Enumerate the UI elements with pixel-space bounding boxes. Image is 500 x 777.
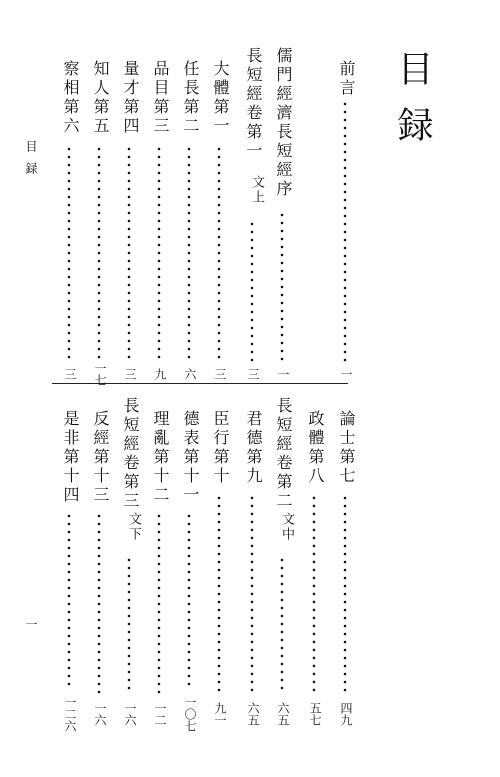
- dot-leader: [280, 556, 284, 694]
- dot-leader: [250, 494, 254, 694]
- dot-leader: [157, 512, 161, 694]
- page-number: 九一: [213, 702, 227, 726]
- entry-label: 長短經卷第一: [244, 47, 263, 161]
- dot-leader: [343, 494, 347, 694]
- dot-leader: [187, 145, 191, 362]
- page-number: 一六: [93, 702, 107, 726]
- dot-leader: [97, 145, 101, 362]
- page-number: 一六: [123, 702, 137, 726]
- dot-leader: [280, 211, 284, 362]
- dot-leader: [67, 512, 71, 688]
- dot-leader: [157, 145, 161, 362]
- page-number: 六: [183, 368, 197, 380]
- entry-label: 長短經卷第三: [121, 397, 140, 511]
- folio-page-number: 一: [24, 618, 38, 630]
- page-number: 一二: [153, 702, 167, 726]
- entry-label: 知人第五: [91, 60, 110, 136]
- entry-label: 是非第十四: [61, 410, 80, 505]
- entry-label: 量才第四: [121, 60, 140, 136]
- entry-label: 反經第十三: [91, 410, 110, 505]
- page-number: 六五: [246, 702, 260, 726]
- dot-leader: [67, 145, 71, 362]
- page-number: 一〇七: [183, 696, 197, 732]
- page-number: 四九: [339, 702, 353, 726]
- entry-label: 察相第六: [61, 60, 80, 136]
- page-number: 三: [123, 368, 137, 380]
- page-number: 三: [246, 368, 260, 380]
- page-number: 一二六: [63, 696, 77, 732]
- entry-label: 君德第九: [244, 410, 263, 486]
- dot-leader: [312, 494, 316, 694]
- page-number: 六五: [276, 702, 290, 726]
- entry-label: 長短經卷第二: [274, 397, 293, 511]
- page-number: 一: [339, 368, 353, 380]
- entry-label: 政體第八: [306, 410, 325, 486]
- entry-label: 品目第三: [151, 60, 170, 136]
- entry-label: 論士第七: [337, 410, 356, 486]
- entry-subtitle: 文中: [279, 512, 294, 542]
- entry-subtitle: 文上: [249, 175, 264, 205]
- dot-leader: [127, 145, 131, 362]
- entry-label: 前言: [337, 60, 356, 98]
- running-head: 目録: [24, 140, 38, 184]
- page-number: 一: [276, 368, 290, 380]
- entry-label: 大體第一: [211, 60, 230, 136]
- page-number: 三: [213, 368, 227, 380]
- dot-leader: [343, 100, 347, 362]
- page-number: 五七: [308, 702, 322, 726]
- entry-label: 德表第十一: [181, 410, 200, 505]
- dot-leader: [217, 145, 221, 362]
- entry-label: 儒門經濟長短經序: [274, 47, 293, 199]
- page-number: 一七: [93, 362, 107, 386]
- dot-leader: [127, 556, 131, 694]
- entry-label: 任長第二: [181, 60, 200, 136]
- dot-leader: [187, 512, 191, 688]
- dot-leader: [250, 220, 254, 362]
- entry-label: 理亂第十二: [151, 410, 170, 505]
- dot-leader: [217, 494, 221, 694]
- page-title: 目録: [392, 50, 433, 162]
- dot-leader: [97, 512, 101, 694]
- entry-subtitle: 文下: [126, 512, 141, 542]
- page-number: 九: [153, 368, 167, 380]
- entry-label: 臣行第十: [211, 410, 230, 486]
- page-number: 三: [63, 368, 77, 380]
